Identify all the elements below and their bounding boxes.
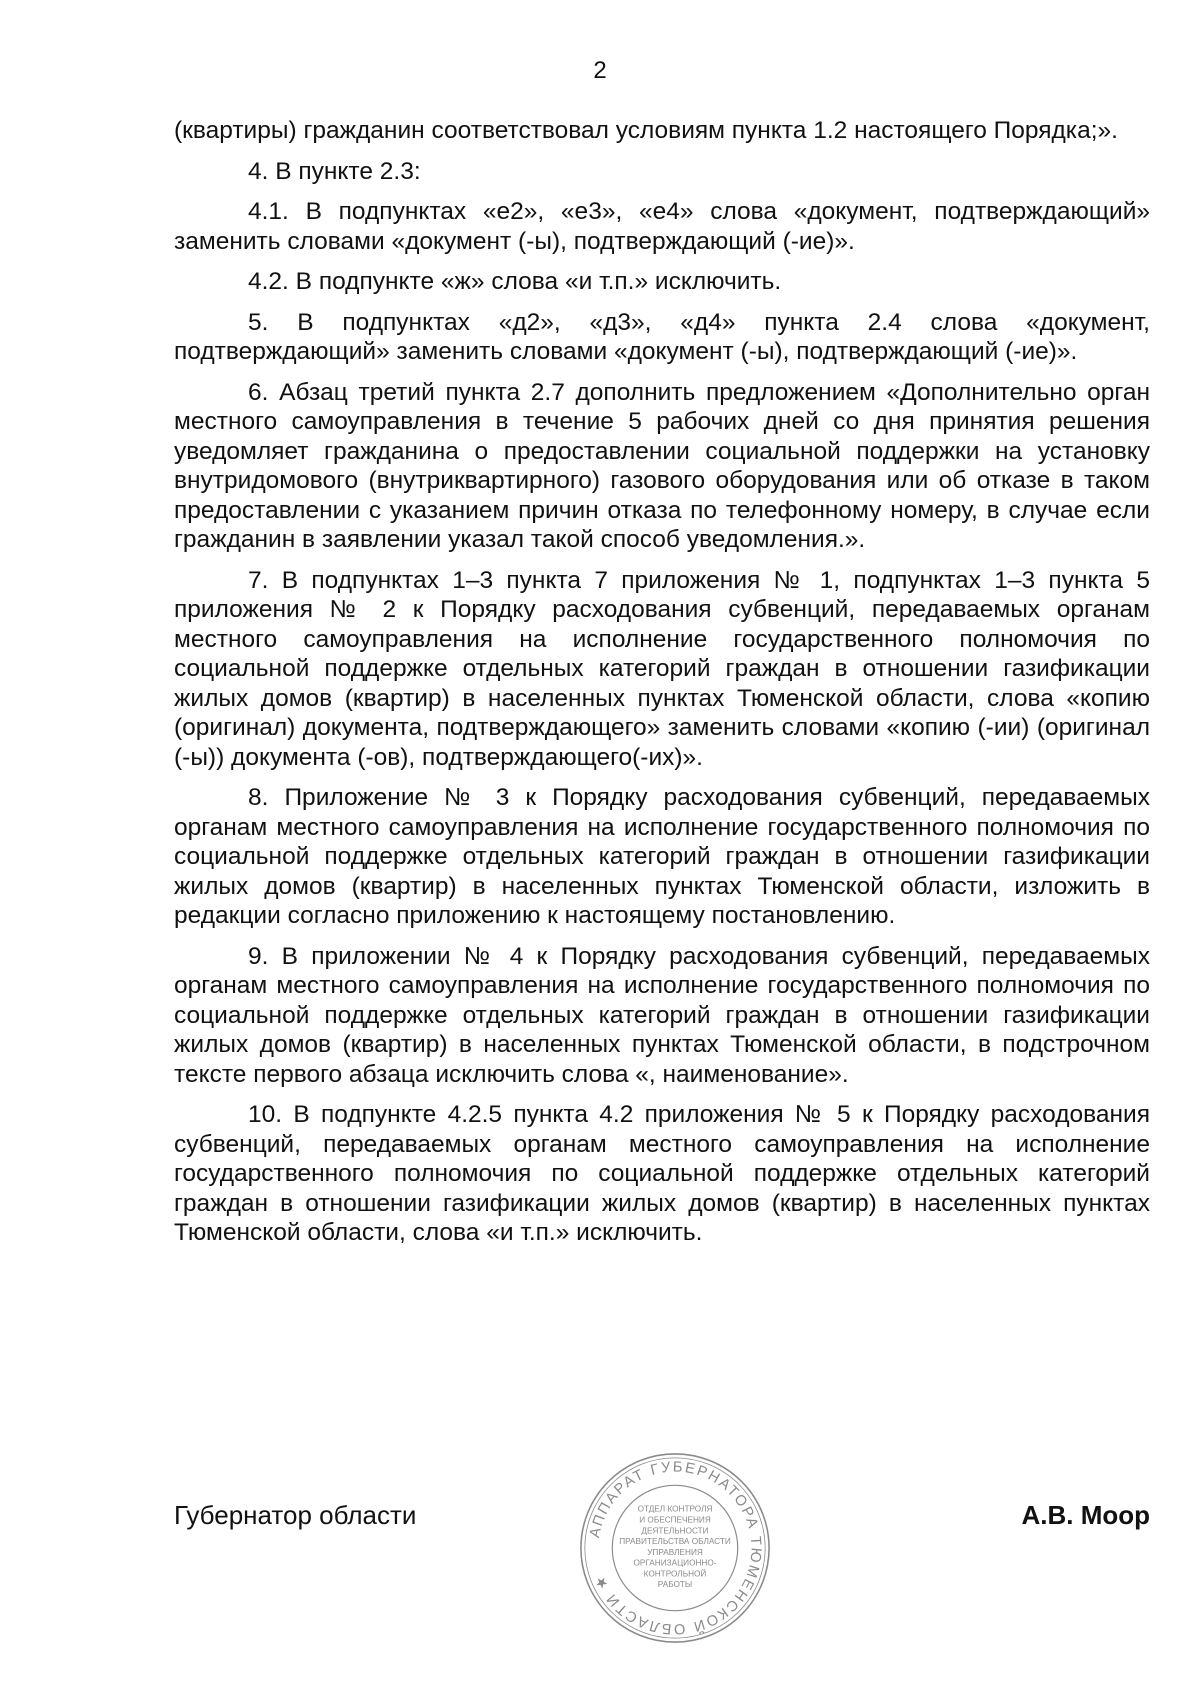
- seal-inner-line: И ОБЕСПЕЧЕНИЯ: [639, 1515, 711, 1525]
- paragraph-item-4: 4. В пункте 2.3:: [248, 157, 421, 185]
- official-seal-stamp: [577, 1450, 773, 1646]
- seal-inner-line: ПРАВИТЕЛЬСТВА ОБЛАСТИ: [619, 1537, 731, 1547]
- signatory-title: Губернатор области: [174, 1500, 417, 1530]
- document-body: [174, 116, 1150, 1259]
- seal-inner-line: КОНТРОЛЬНОЙ: [643, 1569, 707, 1579]
- seal-outer-text: АППАРАТ ГУБЕРНАТОРА ТЮМЕНСКОЙ ОБЛАСТИ ★: [587, 1459, 764, 1637]
- seal-inner-line: РАБОТЫ: [657, 1580, 693, 1590]
- paragraph-item-5: 5. В подпунктах «д2», «д3», «д4» пункта 2.4 слова «документ, подтверждающий» заменить словами «документ (-ы), подтверждающий (-ие)».: [174, 308, 1150, 365]
- paragraph-item-7: 7. В подпунктах 1–3 пункта 7 приложения № 1, подпунктах 1–3 пункта 5 приложения № 2 к Порядку расходования субвенций, передаваемых органам местного самоуправления на исполнение государственного полномочия по социальной поддержке отдельных категорий граждан в отношении газификации жилых домов (квартир) в населенных пунктах Тюменской области, слова «копию (оригинал) документа, подтверждающего» заменить словами «копию (-ии) (оригинал (-ы)) документа (-ов), подтверждающего(-их)».: [174, 566, 1150, 771]
- page-number: 2: [593, 57, 607, 84]
- paragraph-item-6: 6. Абзац третий пункта 2.7 дополнить предложением «Дополнительно орган местного самоуправления в течение 5 рабочих дней со дня принятия решения уведомляет гражданина о предоставлении социальной поддержки на установку внутридомового (внутриквартирного) газового оборудования или об отказе в таком предоставлении с указанием причин отказа по телефонному номеру, в случае если гражданин в заявлении указал такой способ уведомления.».: [174, 378, 1150, 553]
- signatory-name: А.В. Моор: [1021, 1500, 1150, 1530]
- seal-inner-line: ОРГАНИЗАЦИОННО-: [633, 1558, 717, 1568]
- paragraph-item-4-2: 4.2. В подпункте «ж» слова «и т.п.» исключить.: [248, 268, 782, 295]
- paragraph-continuation: (квартиры) гражданин соответствовал условиям пункта 1.2 настоящего Порядка;».: [174, 117, 1118, 144]
- seal-graphic: [577, 1450, 773, 1646]
- paragraph-item-8: 8. Приложение № 3 к Порядку расходования субвенций, передаваемых органам местного самоуправления на исполнение государственного полномочия по социальной поддержке отдельных категорий граждан в отношении газификации жилых домов (квартир) в населенных пунктах Тюменской области, изложить в редакции согласно приложению к настоящему постановлению.: [174, 784, 1150, 929]
- seal-inner-line: УПРАВЛЕНИЯ: [647, 1547, 703, 1557]
- paragraph-item-4-1: 4.1. В подпунктах «е2», «е3», «е4» слова «документ, подтверждающий» заменить словами «документ (-ы), подтверждающий (-ие)».: [174, 198, 1150, 255]
- seal-inner-line: ОТДЕЛ КОНТРОЛЯ: [637, 1504, 713, 1514]
- seal-inner-line: ДЕЯТЕЛЬНОСТИ: [641, 1526, 709, 1536]
- paragraph-item-10: 10. В подпункте 4.2.5 пункта 4.2 приложения № 5 к Порядку расходования субвенций, передаваемых органам местного самоуправления на исполнение государственного полномочия по социальной поддержке отдельных категорий граждан в отношении газификации жилых домов (квартир) в населенных пунктах Тюменской области, слова «и т.п.» исключить.: [174, 1101, 1150, 1246]
- paragraph-item-9: 9. В приложении № 4 к Порядку расходования субвенций, передаваемых органам местного самоуправления на исполнение государственного полномочия по социальной поддержке отдельных категорий граждан в отношении газификации жилых домов (квартир) в населенных пунктах Тюменской области, в подстрочном тексте первого абзаца исключить слова «, наименование».: [174, 942, 1150, 1088]
